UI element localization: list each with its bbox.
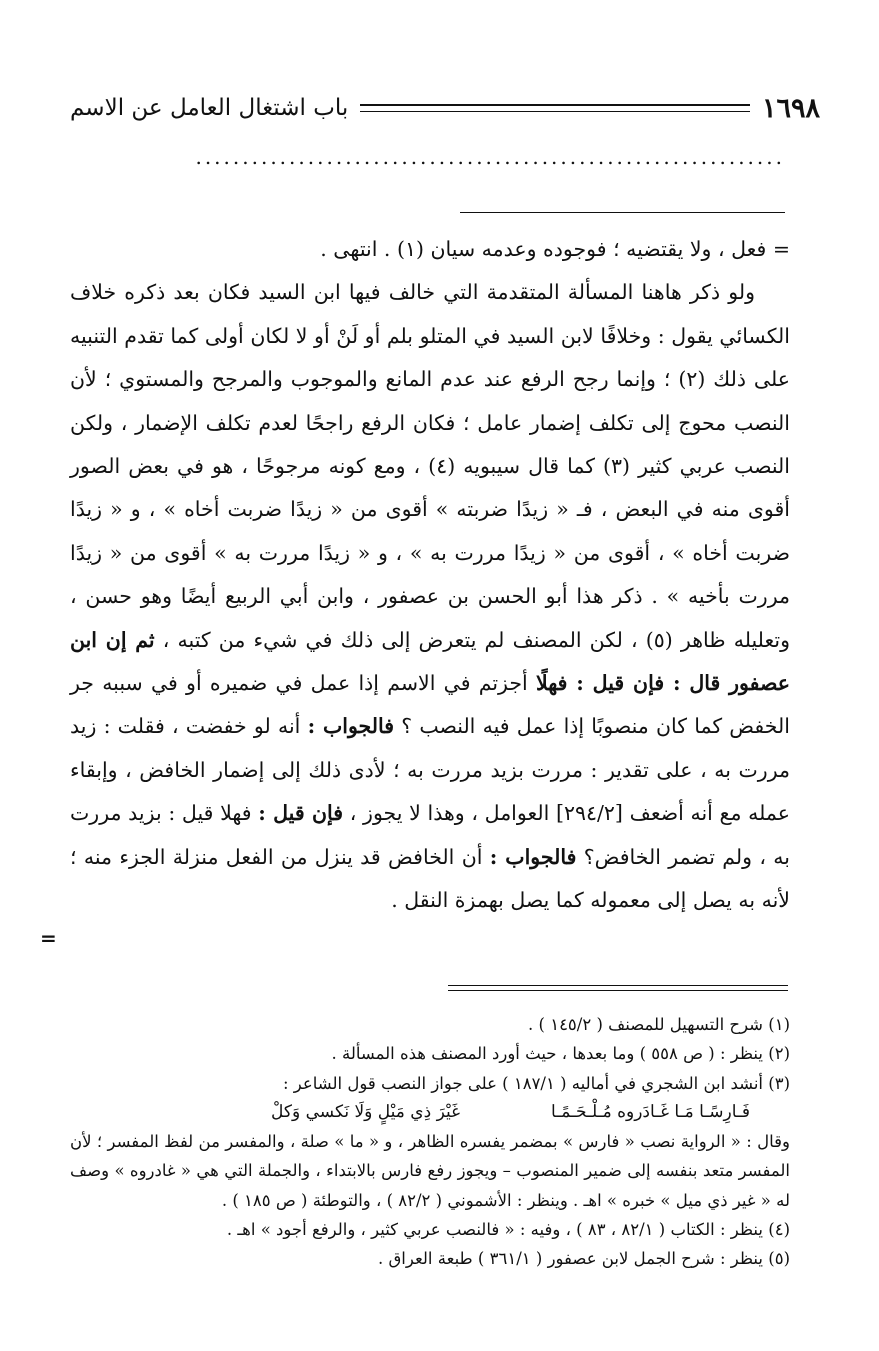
footnote-3: (٣) أنشد ابن الشجري في أماليه ( ١٨٧/١ ) على جواز النصب قول الشاعر :	[282, 1073, 790, 1093]
footnote-5: (٥) ينظر : شرح الجمل لابن عصفور ( ٣٦١/١ ) طبعة العراق .	[377, 1249, 790, 1269]
footnotes	[70, 1010, 790, 1274]
footnote-1: (١) شرح التسهيل للمصنف ( ١٤٥/٢ ) .	[528, 1015, 790, 1034]
footnote-3-continued: وقال : « الرواية نصب « فارس » بمضمر يفسره الظاهر ، و « ما » صلة ، والمفسر من لفظ المفسر ؛ لأن المفسر متعد بنفسه إلى ضمير المنصوب – ويجوز رفع فارس بالابتداء ، والجملة التي هي « غادروه » وصف له « غير ذي ميل » خبره » اهـ . وينظر : الأشموني ( ٨٢/٢ ) ، والتوطئة ( ص ١٨٥ ) .	[70, 1132, 790, 1210]
text-run: أن الخافض قد ينزل من الفعل منزلة الجزء منه ؛ لأنه به يصل إلى معموله كما يصل بهمزة النقل .	[70, 844, 790, 913]
poem-verse	[70, 1098, 790, 1127]
bold-run: فالجواب :	[307, 714, 395, 739]
paragraph	[70, 271, 790, 922]
first-line: = فعل ، ولا يقتضيه ؛ فوجوده وعدمه سيان (١) . انتهى .	[320, 237, 790, 261]
footnote-2: (٢) ينظر : ( ص ٥٥٨ ) وما بعدها ، حيث أورد المصنف هذه المسألة .	[331, 1044, 790, 1064]
text-run: ولو ذكر هاهنا المسألة المتقدمة التي خالف فيها ابن السيد فكان بعد ذكره خلاف الكسائي يقول : وخلافًا لابن السيد في المتلو بلم أو لَنْ أو لا لكان أولى كما تقدم التنبيه على ذلك (٢) ؛ وإنما رجح الرفع عند عدم المانع والموجوب والمرجح والمستوي ؛ لأن النصب محوج إلى تكلف إضمار عامل ؛ فكان الرفع راجحًا لعدم تكلف الإضمار ، ولكن النصب عربي كثير (٣) كما قال سيبويه (٤) ، ومع كونه مرجوحًا ، هو في بعض الصور أقوى منه في البعض ، فـ « زيدًا ضربته » أقوى من « زيدًا ضربت أخاه » ، و « زيدًا ضربت أخاه » ، أقوى من « زيدًا مررت به » ، و « زيدًا مررت به » أقوى من « زيدًا مررت بأخيه » . ذكر هذا أبو الحسن بن عصفور ، وابن أبي الربيع أيضًا وهو حسن ، وتعليله ظاهر (٥) ، لكن المصنف لم يتعرض إلى ذلك في شيء من كتبه ،	[70, 280, 790, 652]
ellipsis-row: ...............................................................	[195, 145, 785, 169]
text-run: أجزتم في الاسم إذا عمل في ضميره أو في سببه جر الخفض كما كان منصوبًا إذا عمل فيه النصب ؟	[70, 671, 790, 739]
header-rule	[360, 104, 750, 112]
page-number: ١٦٩٨	[761, 92, 820, 124]
text-run: أنه لو خفضت ، فقلت : زيد مررت به ، على تقدير : مررت بزيد مررت به ؛ لأدى ذلك إلى إضمار الخافض ، وإبقاء عمله مع أنه أضعف [٢٩٤/٢] العوامل ، وهذا لا يجوز ،	[70, 714, 790, 826]
poem-hemistich-right: فَـارِسًـا مَـا غَـادَروه مُـلْـحَـمًـا	[551, 1101, 750, 1122]
continuation-mark: =	[40, 926, 57, 950]
chapter-title: باب اشتغال العامل عن الاسم	[70, 95, 349, 121]
bold-run: فالجواب :	[489, 844, 577, 869]
footnote-rule	[448, 985, 788, 986]
page-header	[70, 88, 820, 128]
main-text	[70, 228, 790, 923]
footnote-rule-2	[448, 990, 788, 991]
poem-hemistich-left: غَيْرَ ذِي مَيْلٍ وَلَا نَكسي وَكلْ	[271, 1101, 460, 1122]
top-short-rule	[460, 212, 785, 213]
text-run: فهلا قيل : بزيد مررت به ، ولم تضمر الخافض؟	[70, 801, 790, 869]
bold-run: ثم إن ابن عصفور قال : فإن قيل : فهلًا	[70, 627, 790, 696]
bold-run: فإن قيل :	[258, 801, 344, 826]
footnote-4: (٤) ينظر : الكتاب ( ٨٢/١ ، ٨٣ ) ، وفيه : « فالنصب عربي كثير ، والرفع أجود » اهـ .	[226, 1220, 790, 1240]
